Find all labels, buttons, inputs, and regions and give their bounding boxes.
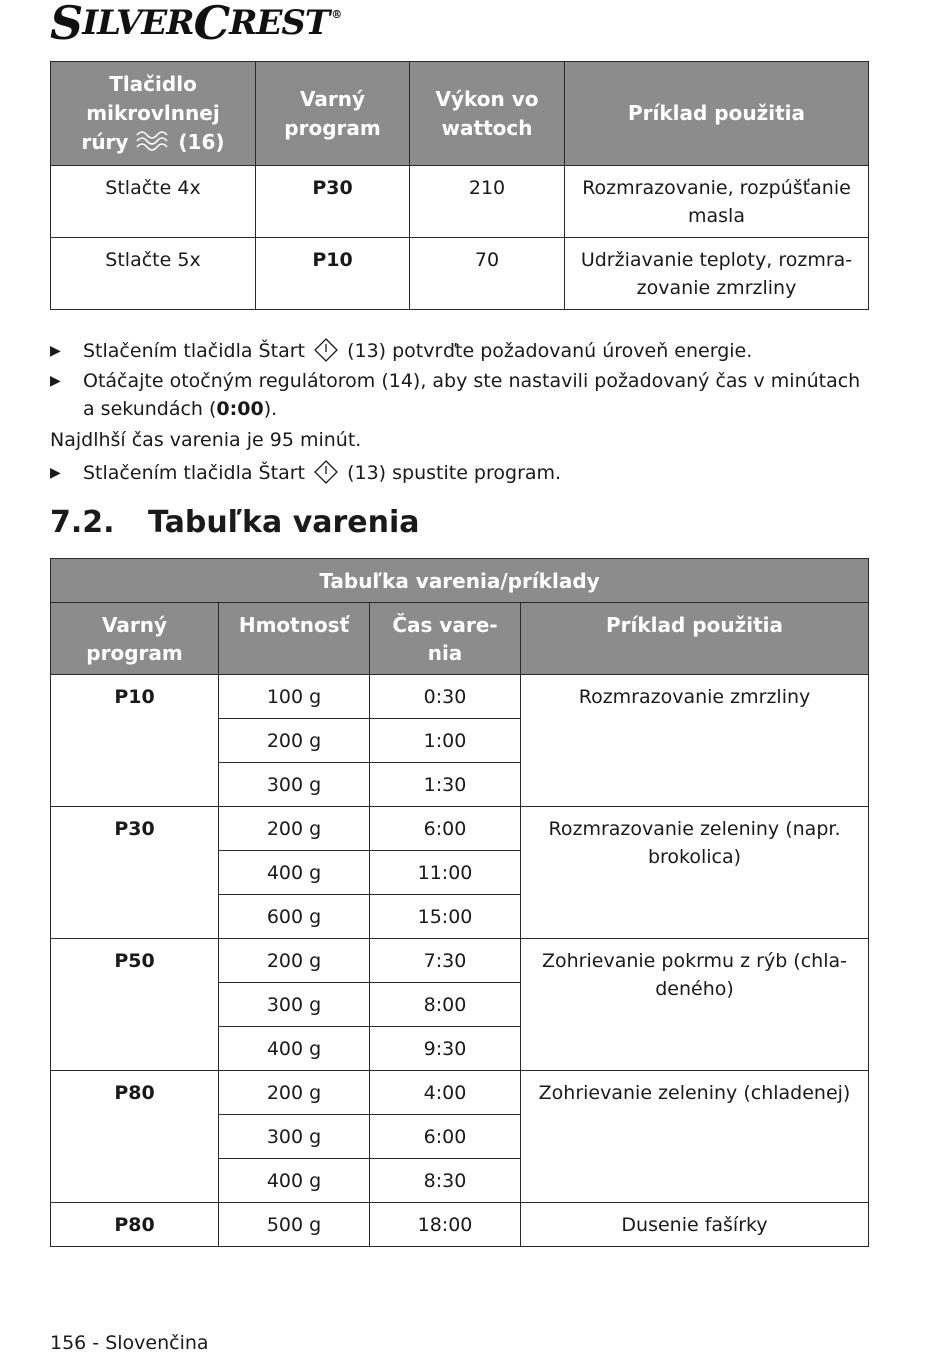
usage-example: Rozmrazovanie zmrzliny — [521, 675, 869, 807]
bullet-arrow-icon: ▶ — [50, 373, 61, 389]
time-cell: 7:30 — [370, 939, 521, 983]
usage-example: Zohrievanie zeleniny (chladenej) — [521, 1071, 869, 1203]
header-program: Varný program — [256, 62, 410, 166]
header-time: Čas vare-nia — [370, 603, 521, 675]
section-heading — [50, 503, 420, 543]
section-title: Tabuľka varenia — [148, 505, 420, 540]
table-row — [51, 675, 869, 719]
program-code: P30 — [51, 807, 219, 939]
start-icon — [313, 337, 339, 363]
header-weight: Hmotnosť — [219, 603, 370, 675]
press-count: Stlačte 5x — [51, 238, 256, 310]
table-row — [51, 1071, 869, 1115]
table-row — [51, 166, 869, 238]
weight-cell: 300 g — [219, 1115, 370, 1159]
weight-cell: 300 g — [219, 983, 370, 1027]
weight-cell: 400 g — [219, 1159, 370, 1203]
weight-cell: 200 g — [219, 719, 370, 763]
time-cell: 18:00 — [370, 1203, 521, 1247]
cooking-table — [50, 558, 869, 1247]
time-cell: 8:30 — [370, 1159, 521, 1203]
table-row — [51, 939, 869, 983]
weight-cell: 600 g — [219, 895, 370, 939]
program-code: P10 — [256, 238, 410, 310]
start-icon — [313, 459, 339, 485]
power-watts: 210 — [410, 166, 565, 238]
usage-example: Rozmrazovanie, rozpúšťanie masla — [565, 166, 869, 238]
time-cell: 8:00 — [370, 983, 521, 1027]
weight-cell: 200 g — [219, 807, 370, 851]
usage-example: Udržiavanie teploty, rozmra-zovanie zmrzliny — [565, 238, 869, 310]
time-cell: 1:30 — [370, 763, 521, 807]
time-cell: 0:30 — [370, 675, 521, 719]
program-code: P30 — [256, 166, 410, 238]
program-code: P50 — [51, 939, 219, 1071]
header-usage: Príklad použitia — [521, 603, 869, 675]
weight-cell: 400 g — [219, 851, 370, 895]
usage-example: Dusenie fašírky — [521, 1203, 869, 1247]
table-row — [51, 807, 869, 851]
time-cell: 15:00 — [370, 895, 521, 939]
weight-cell: 400 g — [219, 1027, 370, 1071]
header-power: Výkon vo wattoch — [410, 62, 565, 166]
bullet-arrow-icon: ▶ — [50, 465, 61, 481]
press-count: Stlačte 4x — [51, 166, 256, 238]
silvercrest-logo: S ILVER C REST ® — [50, 0, 342, 50]
time-cell: 6:00 — [370, 807, 521, 851]
program-code: P10 — [51, 675, 219, 807]
header-microwave-button: Tlačidlo mikrovlnnej rúry (16) — [51, 62, 256, 166]
table-row — [51, 238, 869, 310]
time-cell: 1:00 — [370, 719, 521, 763]
power-watts: 70 — [410, 238, 565, 310]
bullet-arrow-icon: ▶ — [50, 343, 61, 359]
weight-cell: 200 g — [219, 1071, 370, 1115]
page-footer: 156 - Slovenčina — [50, 1332, 209, 1354]
usage-example: Rozmrazovanie zeleniny (napr. brokolica) — [521, 807, 869, 939]
weight-cell: 100 g — [219, 675, 370, 719]
section-number: 7.2. — [50, 505, 115, 540]
cooking-table-caption: Tabuľka varenia/príklady — [51, 559, 869, 603]
microwave-wave-icon — [135, 128, 171, 154]
program-code: P80 — [51, 1203, 219, 1247]
table-row — [51, 1203, 869, 1247]
max-time-note: Najdlhší čas varenia je 95 minút. — [50, 429, 362, 451]
header-usage: Príklad použitia — [565, 62, 869, 166]
time-cell: 11:00 — [370, 851, 521, 895]
weight-cell: 300 g — [219, 763, 370, 807]
weight-cell: 500 g — [219, 1203, 370, 1247]
time-cell: 9:30 — [370, 1027, 521, 1071]
program-code: P80 — [51, 1071, 219, 1203]
time-cell: 4:00 — [370, 1071, 521, 1115]
header-program: Varný program — [51, 603, 219, 675]
registered-mark: ® — [331, 8, 342, 21]
weight-cell: 200 g — [219, 939, 370, 983]
power-level-table — [50, 61, 869, 310]
time-cell: 6:00 — [370, 1115, 521, 1159]
usage-example: Zohrievanie pokrmu z rýb (chla-deného) — [521, 939, 869, 1071]
